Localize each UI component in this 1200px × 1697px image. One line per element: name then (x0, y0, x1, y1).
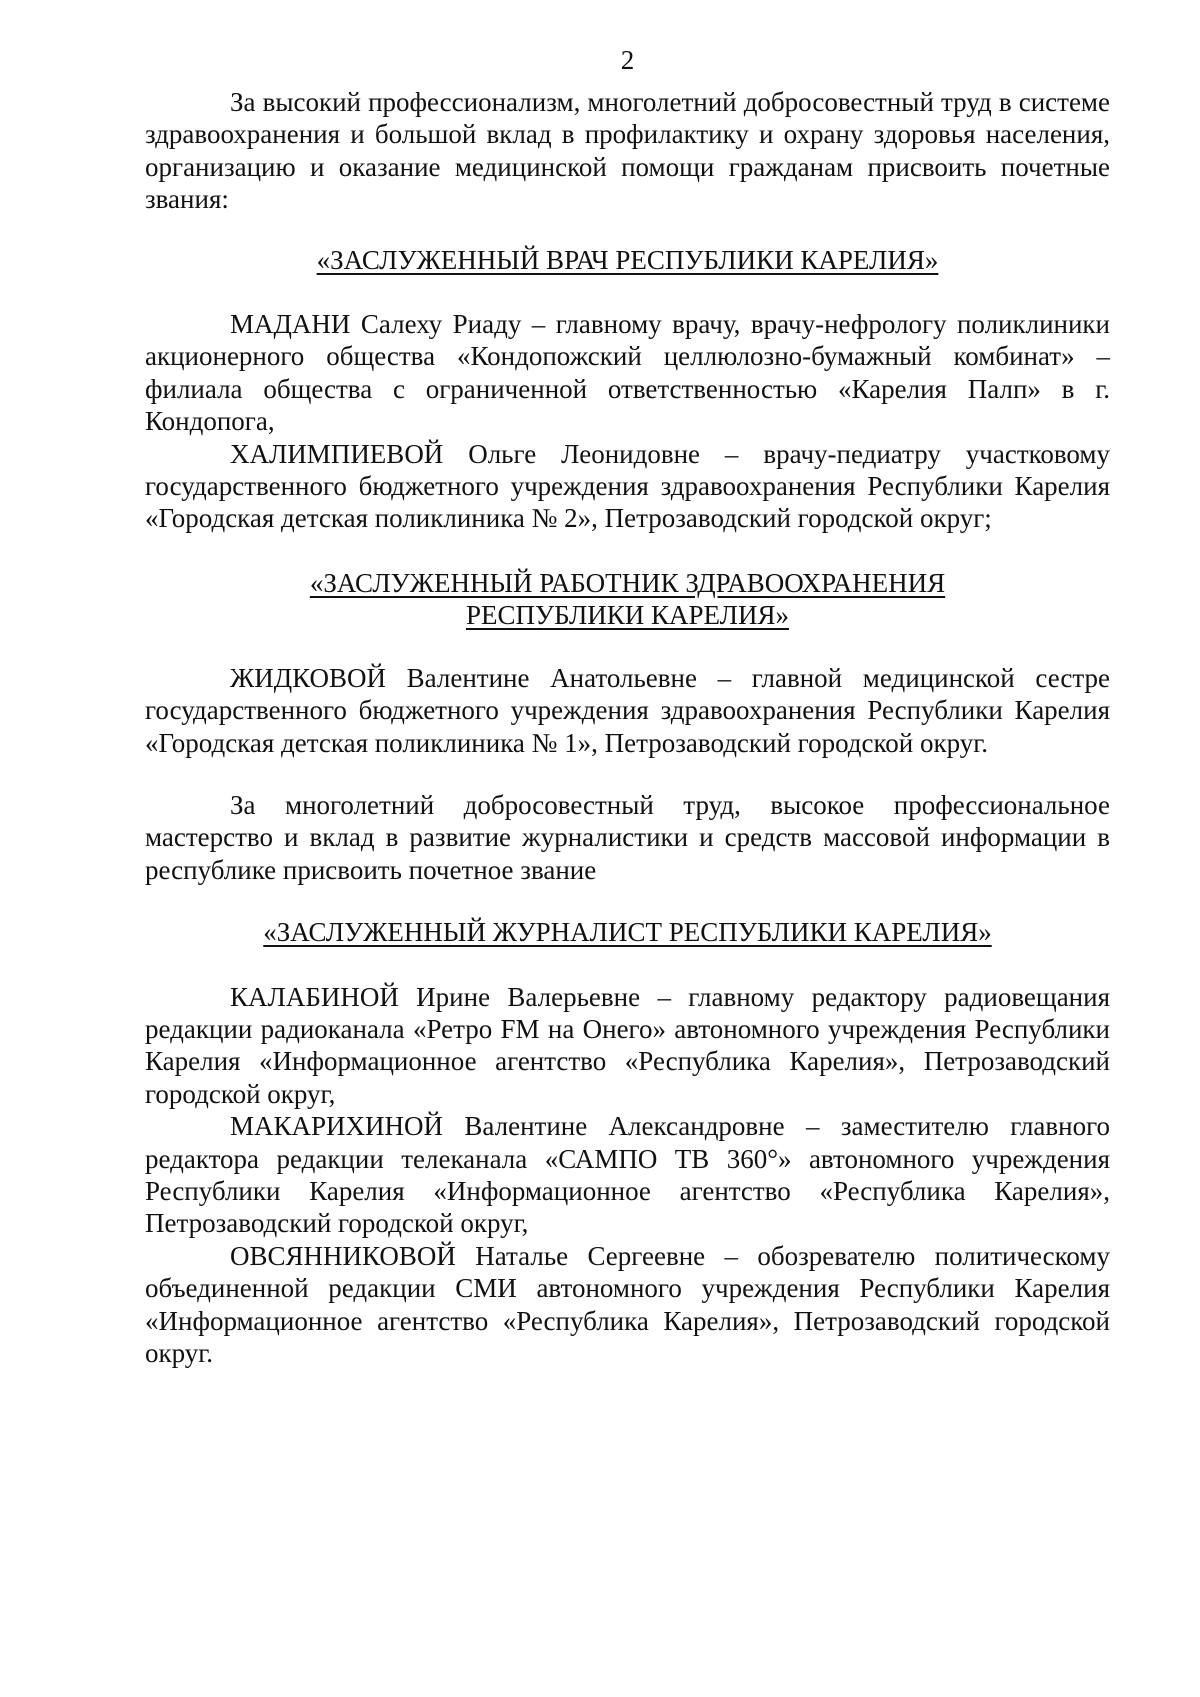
document-page (145, 44, 1110, 1369)
awardee-doctor-2: ХАЛИМПИЕВОЙ Ольге Леонидовне – врачу-педиатру участковому государственного бюджетного учреждения здравоохранения Республики Карелия «Городская детская поликлиника № 2», Петрозаводский городской округ; (145, 438, 1110, 534)
title-honored-health-worker (145, 567, 1110, 632)
intro-journalism-paragraph: За многолетний добросовестный труд, высокое профессиональное мастерство и вклад в развитие журналистики и средств массовой информации в республике присвоить почетное звание (145, 789, 1110, 885)
title-health-worker-line2: РЕСПУБЛИКИ КАРЕЛИЯ» (465, 600, 789, 631)
page-number: 2 (620, 45, 635, 75)
intro-health-paragraph: За высокий профессионализм, многолетний добросовестный труд в системе здравоохранения и большой вклад в профилактику и охрану здоровья населения, организацию и оказание медицинской помощи гражданам присвоить почетные звания: (145, 87, 1110, 215)
title-honored-journalist: «ЗАСЛУЖЕННЫЙ ЖУРНАЛИСТ РЕСПУБЛИКИ КАРЕЛИЯ» (263, 917, 992, 948)
title-honored-doctor: «ЗАСЛУЖЕННЫЙ ВРАЧ РЕСПУБЛИКИ КАРЕЛИЯ» (316, 244, 939, 275)
awardee-health-worker-1: ЖИДКОВОЙ Валентине Анатольевне – главной медицинской сестре государственного бюджетного учреждения здравоохранения Республики Карелия «Городская детская поликлиника № 1», Петрозаводский городской округ. (145, 662, 1110, 758)
title-health-worker-line1: «ЗАСЛУЖЕННЫЙ РАБОТНИК ЗДРАВООХРАНЕНИЯ (309, 567, 946, 598)
awardee-journalist-2: МАКАРИХИНОЙ Валентине Александровне – заместителю главного редактора редакции телеканала «САМПО ТВ 360°» автономного учреждения Республики Карелия «Информационное агентство «Республика Карелия», Петрозаводский городской округ, (145, 1111, 1110, 1239)
awardee-journalist-3: ОВСЯННИКОВОЙ Наталье Сергеевне – обозревателю политическому объединенной редакции СМИ автономного учреждения Республики Карелия «Информационное агентство «Республика Карелия», Петрозаводский городской округ. (145, 1240, 1110, 1368)
awardee-journalist-1: КАЛАБИНОЙ Ирине Валерьевне – главному редактору радиовещания редакции радиоканала «Ретро FM на Онего» автономного учреждения Республики Карелия «Информационное агентство «Республика Карелия», Петрозаводский городской округ, (145, 981, 1110, 1109)
awardee-doctor-1: МАДАНИ Салеху Риаду – главному врачу, врачу-нефрологу поликлиники акционерного общества «Кондопожский целлюлозно-бумажный комбинат» – филиала общества с ограниченной ответственностью «Карелия Палп» в г. Кондопога, (145, 309, 1110, 437)
